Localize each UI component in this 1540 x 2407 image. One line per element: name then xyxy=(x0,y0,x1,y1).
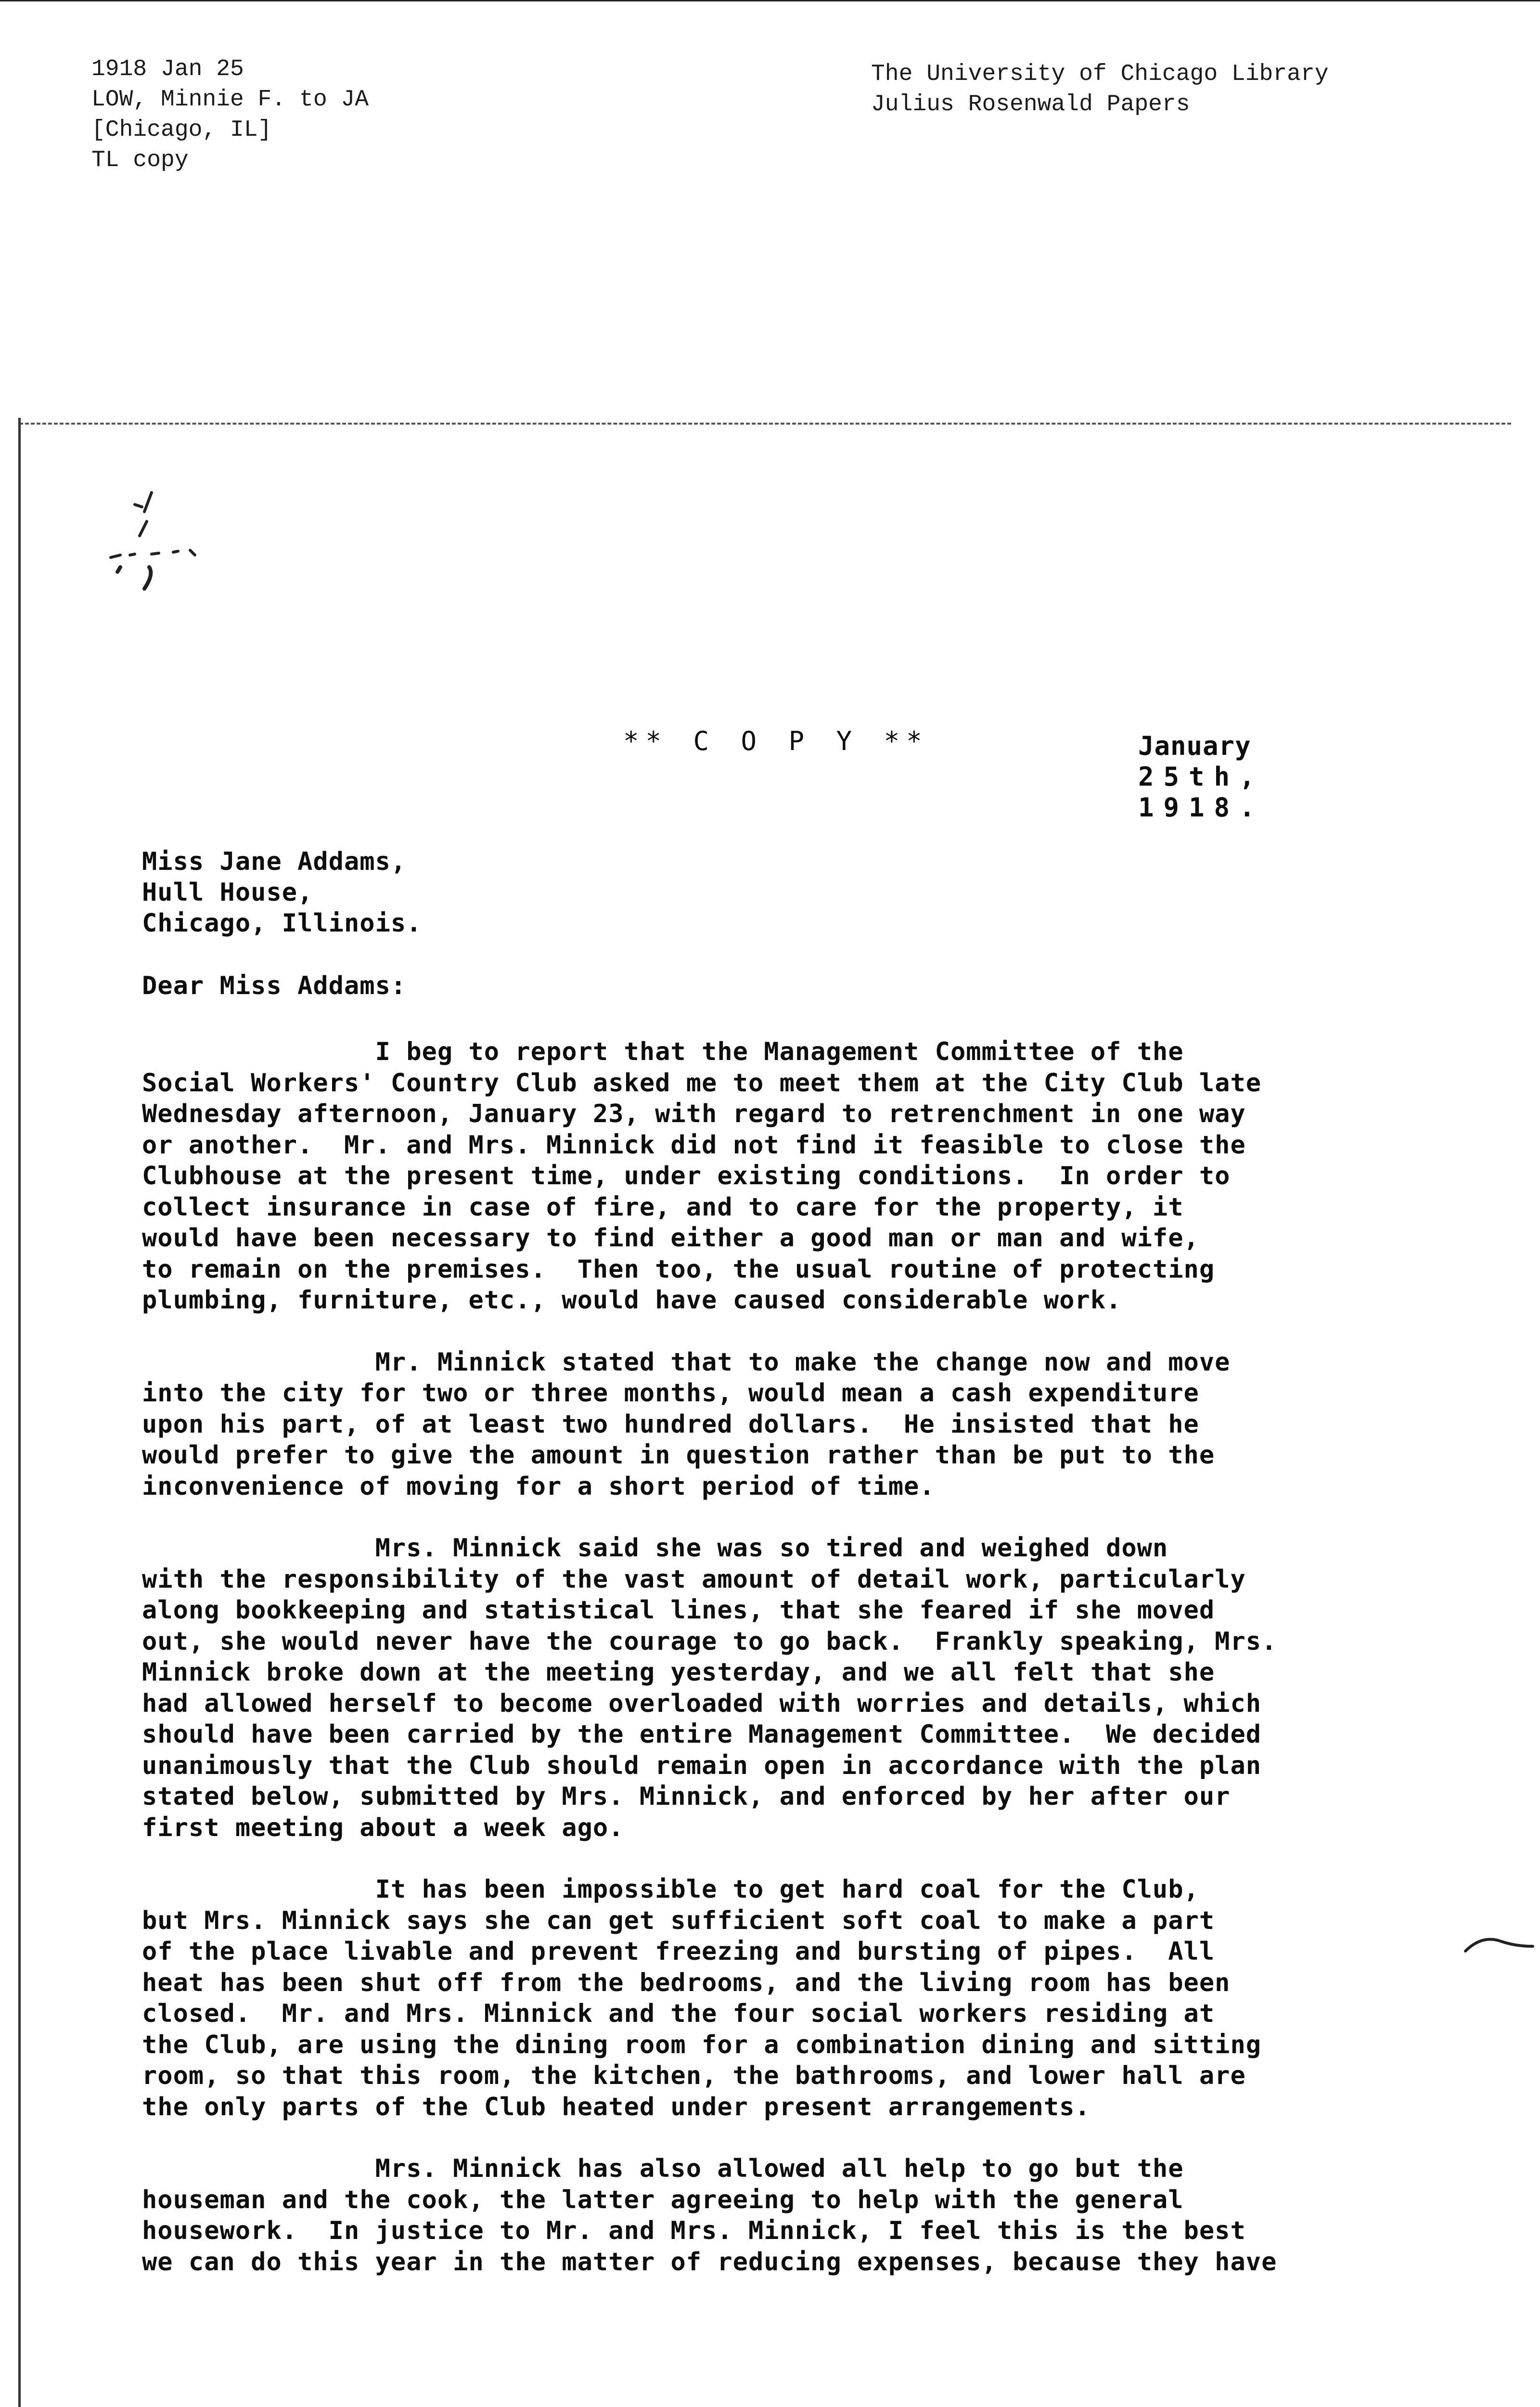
text-line: Mrs. Minnick has also allowed all help to go but the xyxy=(142,2154,1184,2183)
date-day: 25th, xyxy=(1138,762,1265,792)
paragraph xyxy=(142,1874,1514,2122)
catalog-correspondents: LOW, Minnie F. to JA xyxy=(91,87,369,113)
letter-date xyxy=(1138,731,1265,823)
text-line: into the city for two or three months, would mean a cash expenditure xyxy=(142,1379,1199,1408)
recipient-name: Miss Jane Addams, xyxy=(142,847,407,876)
copy-mark: ** C O P Y ** xyxy=(623,726,929,756)
paragraph xyxy=(142,1036,1514,1316)
text-line: along bookkeeping and statistical lines, that she feared if she moved xyxy=(142,1596,1215,1625)
text-line: unanimously that the Club should remain open in accordance with the plan xyxy=(142,1751,1262,1780)
text-line: collect insurance in case of fire, and to care for the property, it xyxy=(142,1192,1184,1222)
text-line: inconvenience of moving for a short period of time. xyxy=(142,1472,935,1501)
paragraph xyxy=(142,1347,1514,1502)
text-line: would have been necessary to find either a good man or man and wife, xyxy=(142,1224,1199,1253)
text-line: Mrs. Minnick said she was so tired and weighed down xyxy=(142,1534,1168,1563)
text-line: or another. Mr. and Mrs. Minnick did not find it feasible to close the xyxy=(142,1130,1246,1160)
recipient-address xyxy=(142,846,422,939)
text-line: houseman and the cook, the latter agreeing to help with the general xyxy=(142,2185,1184,2214)
text-line: but Mrs. Minnick says she can get sufficient soft coal to make a part xyxy=(142,1906,1215,1935)
salutation: Dear Miss Addams: xyxy=(142,971,407,1000)
page-edge-bar xyxy=(18,418,21,2407)
text-line: had allowed herself to become overloaded with worries and details, which xyxy=(142,1689,1262,1718)
catalog-record xyxy=(91,54,369,176)
text-line: room, so that this room, the kitchen, the bathrooms, and lower hall are xyxy=(142,2061,1246,2090)
text-line: plumbing, furniture, etc., would have caused considerable work. xyxy=(142,1286,1122,1315)
text-line: upon his part, of at least two hundred dollars. He insisted that he xyxy=(142,1410,1199,1439)
paragraph xyxy=(142,1533,1514,1843)
text-line: heat has been shut off from the bedrooms, and the living room has been xyxy=(142,1968,1231,1997)
catalog-place: [Chicago, IL] xyxy=(91,117,272,143)
text-line: I beg to report that the Management Committee of the xyxy=(142,1037,1184,1066)
archive-credit xyxy=(871,59,1329,120)
text-line: first meeting about a week ago. xyxy=(142,1813,624,1842)
text-line: the only parts of the Club heated under present arrangements. xyxy=(142,2092,1091,2122)
text-line: Mr. Minnick stated that to make the change now and move xyxy=(142,1347,1231,1377)
text-line: housework. In justice to Mr. and Mrs. Minnick, I feel this is the best xyxy=(142,2216,1246,2245)
text-line: the Club, are using the dining room for a combination dining and sitting xyxy=(142,2030,1262,2059)
text-line: to remain on the premises. Then too, the usual routine of protecting xyxy=(142,1255,1215,1284)
stray-ink-marks xyxy=(106,483,260,627)
text-line: stated below, submitted by Mrs. Minnick, and enforced by her after our xyxy=(142,1782,1231,1811)
text-line: would prefer to give the amount in question rather than be put to the xyxy=(142,1441,1215,1470)
paragraph xyxy=(142,2153,1514,2278)
text-line: of the place livable and prevent freezing and bursting of pipes. All xyxy=(142,1937,1215,1966)
text-line: It has been impossible to get hard coal for the Club, xyxy=(142,1875,1199,1904)
letter-body xyxy=(142,1036,1514,2308)
text-line: Wednesday afternoon, January 23, with regard to retrenchment in one way xyxy=(142,1100,1246,1128)
archive-library: The University of Chicago Library xyxy=(871,61,1329,87)
text-line: closed. Mr. and Mrs. Minnick and the four social workers residing at xyxy=(142,1999,1215,2028)
catalog-format: TL copy xyxy=(91,147,189,173)
archive-collection: Julius Rosenwald Papers xyxy=(871,91,1190,117)
page-fold-line xyxy=(19,423,1511,425)
text-line: Minnick broke down at the meeting yesterday, and we all felt that she xyxy=(142,1658,1215,1687)
date-year: 1918. xyxy=(1138,792,1265,823)
text-line: out, she would never have the courage to go back. Frankly speaking, Mrs. xyxy=(142,1627,1277,1656)
text-line: should have been carried by the entire Management Committee. We decided xyxy=(142,1720,1262,1749)
recipient-street: Hull House, xyxy=(142,878,313,907)
recipient-city: Chicago, Illinois. xyxy=(142,909,422,938)
text-line: with the responsibility of the vast amount of detail work, particularly xyxy=(142,1565,1246,1594)
catalog-date: 1918 Jan 25 xyxy=(91,56,244,82)
text-line: Social Workers' Country Club asked me to meet them at the City Club late xyxy=(142,1068,1262,1098)
date-month: January xyxy=(1138,731,1251,761)
text-line: we can do this year in the matter of reducing expenses, because they have xyxy=(142,2247,1277,2277)
text-line: Clubhouse at the present time, under existing conditions. In order to xyxy=(142,1162,1231,1191)
